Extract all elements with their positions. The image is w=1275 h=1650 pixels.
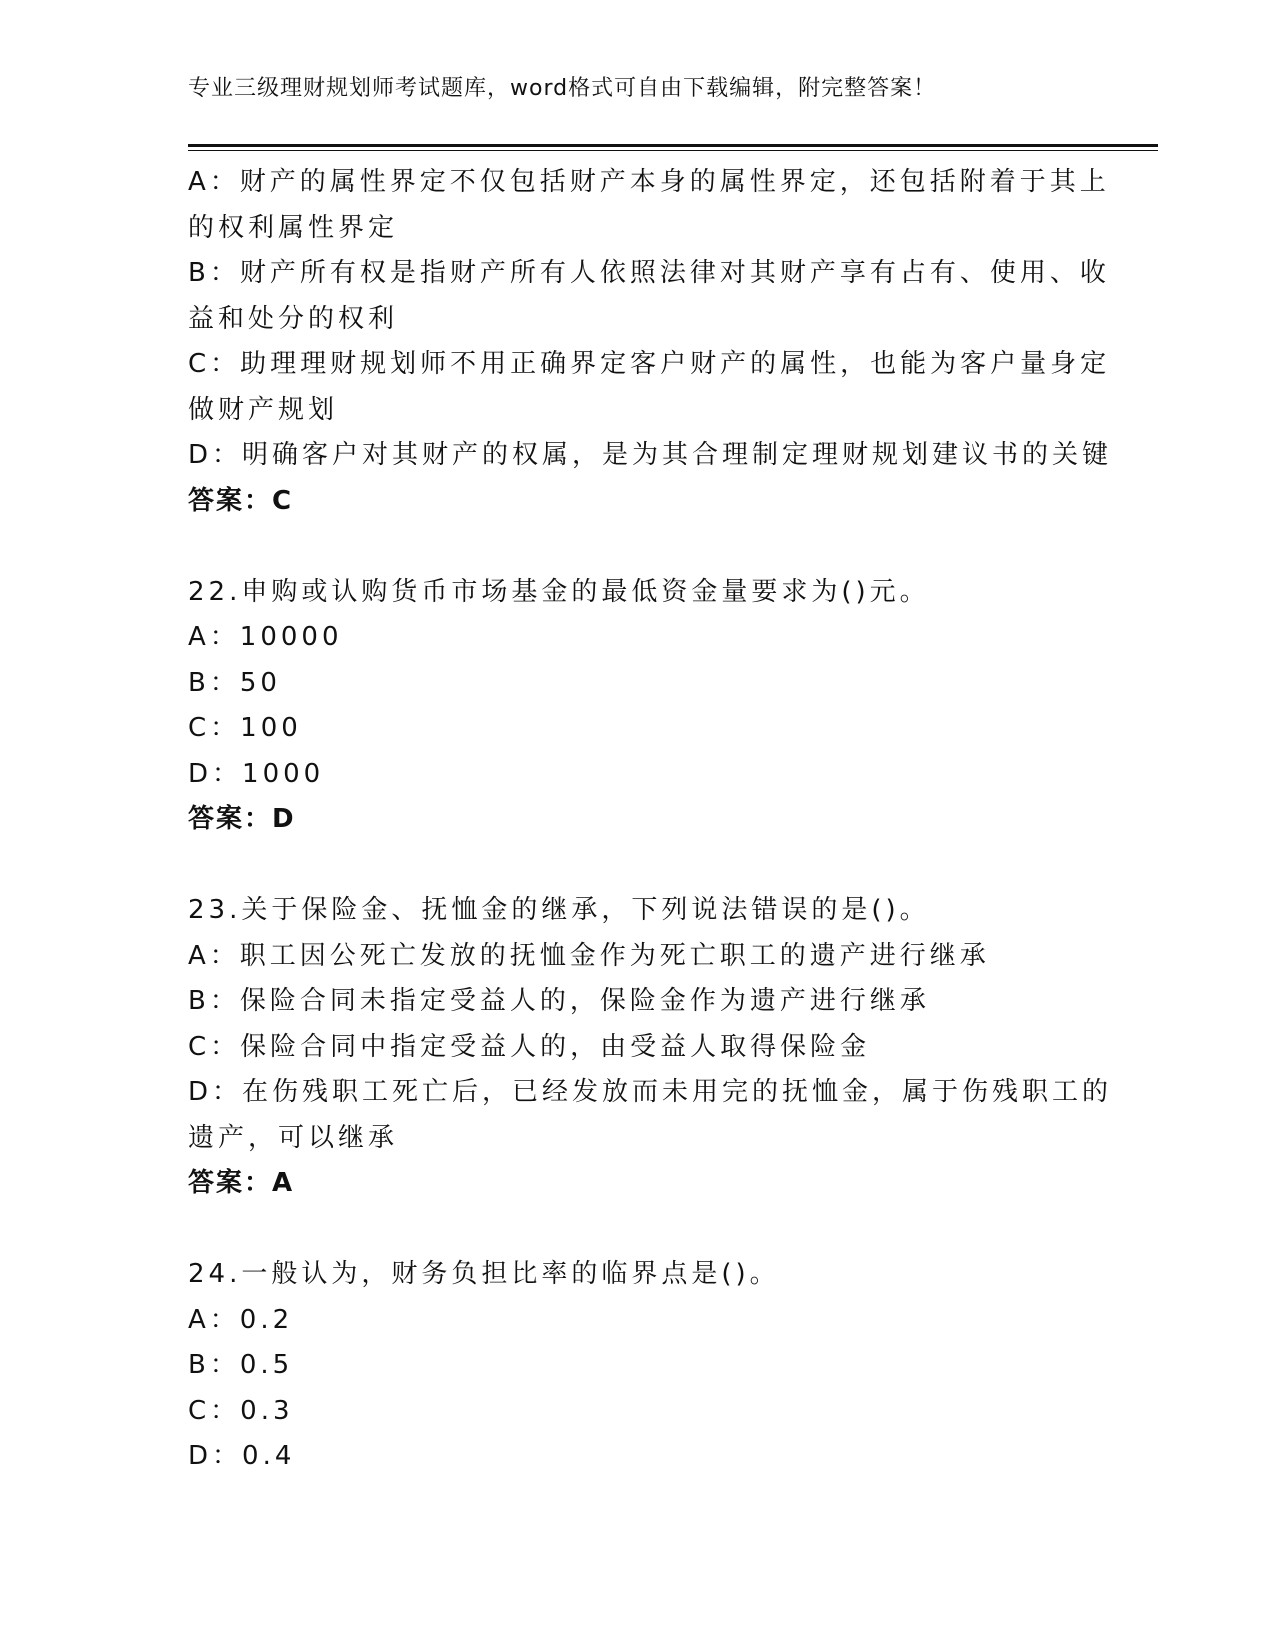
q23-option-a: A：职工因公死亡发放的抚恤金作为死亡职工的遗产进行继承 [188,940,990,971]
q21-option-a: A：财产的属性界定不仅包括财产本身的属性界定，还包括附着于其上 [188,167,1110,197]
q22-option-d: D：1000 [188,758,325,789]
q24-option-a: A：0.2 [188,1304,294,1335]
q24-option-d: D：0.4 [188,1441,296,1471]
q22-option-c: C：100 [188,713,302,743]
q23-answer: 答案：A [188,1168,295,1198]
q22-option-a: A：10000 [188,622,343,652]
question-22-block [188,570,1088,843]
q24-question: 24.一般认为，财务负担比率的临界点是()。 [188,1259,780,1289]
spacer [188,1207,1088,1253]
q21-option-b: B：财产所有权是指财产所有人依照法律对其财产享有占有、使用、收 [188,258,1110,288]
q21-answer: 答案：C [188,485,294,516]
q21-option-c: C：助理理财规划师不用正确界定客户财产的属性，也能为客户量身定 [188,349,1111,379]
q21-option-c-cont: 做财产规划 [188,394,339,425]
question-23-block [188,888,1113,1207]
q23-option-b: B：保险合同未指定受益人的，保险金作为遗产进行继承 [188,986,930,1016]
q23-question: 23.关于保险金、抚恤金的继承，下列说法错误的是()。 [188,895,930,925]
q21-option-d: D：明确客户对其财产的权属，是为其合理制定理财规划建议书的关键 [188,440,1113,470]
q21-option-b-cont: 益和处分的权利 [188,303,399,334]
q24-option-c: C：0.3 [188,1395,294,1426]
q23-option-d: D：在伤残职工死亡后，已经发放而未用完的抚恤金，属于伤残职工的 [188,1077,1113,1107]
q24-option-b: B：0.5 [188,1350,294,1380]
q22-answer: 答案：D [188,804,296,834]
q22-question: 22.申购或认购货币市场基金的最低资金量要求为()元。 [188,576,930,607]
q23-option-d-cont: 遗产，可以继承 [188,1122,399,1153]
spacer [188,843,1088,889]
question-list [188,160,1113,1480]
q22-option-b: B：50 [188,667,281,698]
spacer [188,524,1088,570]
question-21-block [188,160,1113,524]
question-24-block [188,1252,1088,1480]
header-rule-thick [188,144,1158,147]
q23-option-c: C：保险合同中指定受益人的，由受益人取得保险金 [188,1031,871,1062]
page-header: 专业三级理财规划师考试题库，word格式可自由下载编辑，附完整答案！ [188,76,937,101]
header-rule-thin [188,150,1158,151]
q21-option-a-cont: 的权利属性界定 [188,212,399,243]
